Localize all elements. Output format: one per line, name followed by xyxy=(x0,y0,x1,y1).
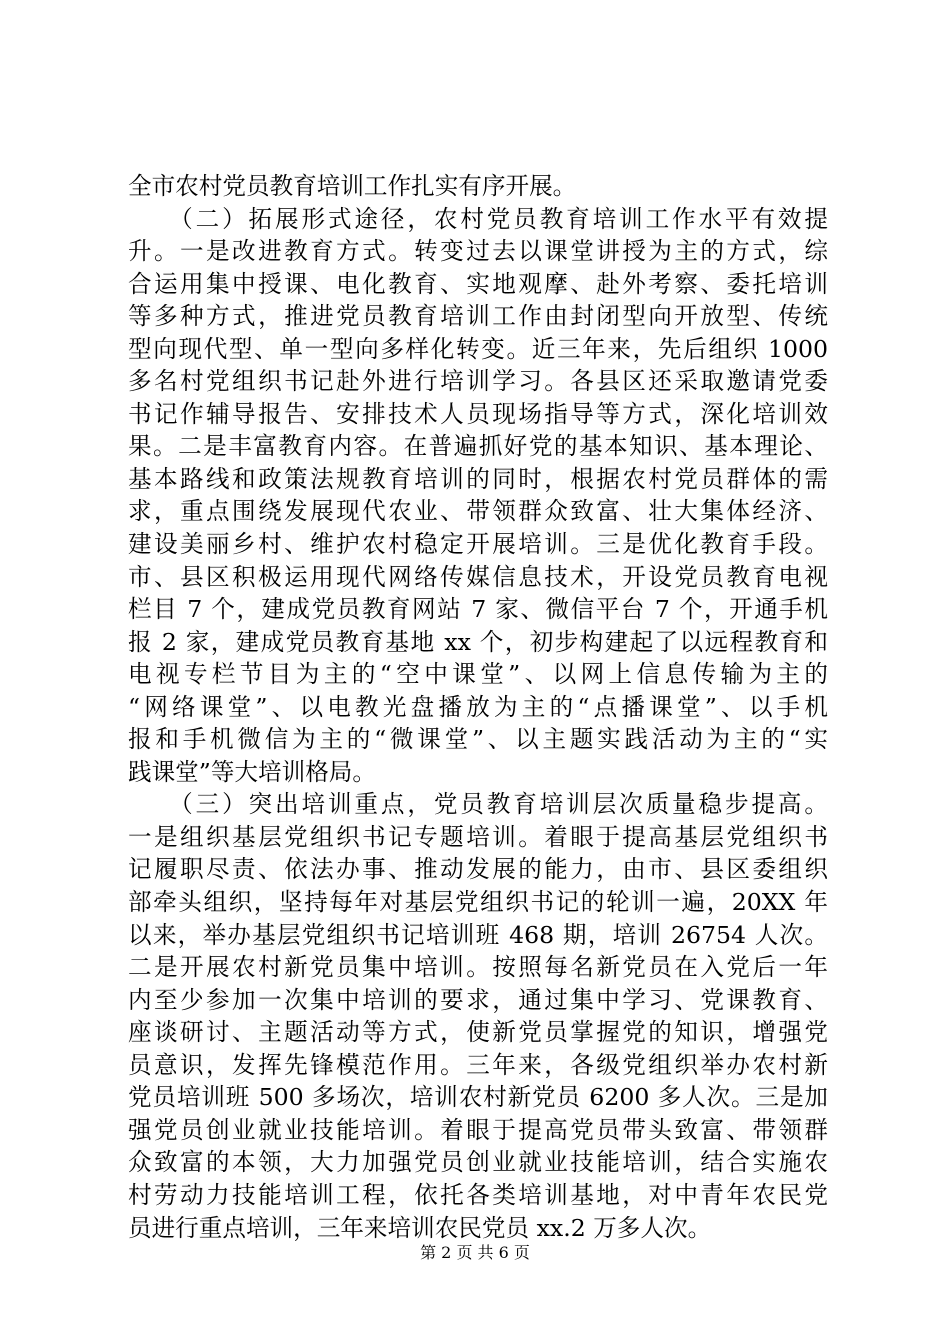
text-line: （二）拓展形式途径，农村党员教育培训工作水平有效提 xyxy=(128,204,828,233)
text-line: 书记作辅导报告、安排技术人员现场指导等方式，深化培训效 xyxy=(128,399,828,428)
text-line: 电视专栏节目为主的“空中课堂”、以网上信息传输为主的 xyxy=(128,660,828,689)
text-line: 基本路线和政策法规教育培训的同时，根据农村党员群体的需 xyxy=(128,464,828,493)
text-line: 建设美丽乡村、维护农村稳定开展培训。三是优化教育手段。 xyxy=(128,530,828,559)
text-line: 升。一是改进教育方式。转变过去以课堂讲授为主的方式，综 xyxy=(128,237,828,266)
text-line: 果。二是丰富教育内容。在普遍抓好党的基本知识、基本理论、 xyxy=(128,432,828,461)
text-line: 多名村党组织书记赴外进行培训学习。各县区还采取邀请党委 xyxy=(128,367,828,396)
body-text xyxy=(128,170,828,1244)
text-line: 践课堂”等大培训格局。 xyxy=(128,757,376,786)
text-line: 求，重点围绕发展现代农业、带领群众致富、壮大集体经济、 xyxy=(128,497,828,526)
text-line: 合运用集中授课、电化教育、实地观摩、赴外考察、委托培训 xyxy=(128,269,828,298)
text-line: 报 2 家，建成党员教育基地 xx 个，初步构建起了以远程教育和 xyxy=(128,627,828,656)
text-line: 内至少参加一次集中培训的要求，通过集中学习、党课教育、 xyxy=(128,985,828,1014)
text-line: 二是开展农村新党员集中培训。按照每名新党员在入党后一年 xyxy=(128,953,828,982)
text-line: 栏目 7 个，建成党员教育网站 7 家、微信平台 7 个，开通手机 xyxy=(128,595,828,624)
text-line: 报和手机微信为主的“微课堂”、以主题实践活动为主的“实 xyxy=(128,725,828,754)
text-line: 员进行重点培训，三年来培训农民党员 xx.2 万多人次。 xyxy=(128,1213,712,1242)
text-line: 市、县区积极运用现代网络传媒信息技术，开设党员教育电视 xyxy=(128,562,828,591)
text-line: 党员培训班 500 多场次，培训农村新党员 6200 多人次。三是加 xyxy=(128,1083,828,1112)
text-line: 记履职尽责、依法办事、推动发展的能力，由市、县区委组织 xyxy=(128,855,828,884)
text-line: 强党员创业就业技能培训。着眼于提高党员带头致富、带领群 xyxy=(128,1115,828,1144)
text-line: “网络课堂”、以电教光盘播放为主的“点播课堂”、以手机 xyxy=(128,692,828,721)
text-line: （三）突出培训重点，党员教育培训层次质量稳步提高。 xyxy=(128,790,828,819)
text-line: 型向现代型、单一型向多样化转变。近三年来，先后组织 1000 xyxy=(128,334,828,363)
text-line: 等多种方式，推进党员教育培训工作由封闭型向开放型、传统 xyxy=(128,302,828,331)
text-line: 一是组织基层党组织书记专题培训。着眼于提高基层党组织书 xyxy=(128,822,828,851)
text-line: 以来，举办基层党组织书记培训班 468 期，培训 26754 人次。 xyxy=(128,920,828,949)
text-line: 全市农村党员教育培训工作扎实有序开展。 xyxy=(128,172,577,200)
text-line: 部牵头组织，坚持每年对基层党组织书记的轮训一遍，20XX 年 xyxy=(128,888,828,917)
text-line: 座谈研讨、主题活动等方式，使新党员掌握党的知识，增强党 xyxy=(128,1018,828,1047)
text-line: 众致富的本领，大力加强党员创业就业技能培训，结合实施农 xyxy=(128,1148,828,1177)
text-line: 员意识，发挥先锋模范作用。三年来，各级党组织举办农村新 xyxy=(128,1050,828,1079)
text-line: 村劳动力技能培训工程，依托各类培训基地，对中青年农民党 xyxy=(128,1180,828,1209)
page-footer: 第 2 页 共 6 页 xyxy=(420,1243,530,1262)
